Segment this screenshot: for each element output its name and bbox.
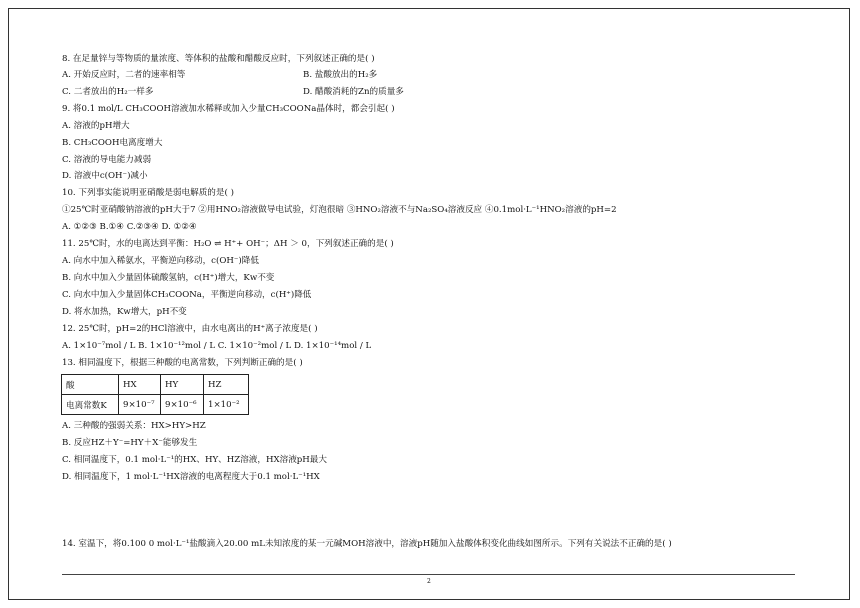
question-14-stem: 14. 室温下，将0.100 0 mol·L⁻¹盐酸滴入20.00 mL未知浓度的某一元碱MOH溶液中，溶液pH随加入盐酸体积变化曲线如图所示。下列有关说法不正确的是( )	[62, 539, 672, 549]
question-13-option-c: C. 相同温度下，0.1 mol·L⁻¹的HX、HY、HZ溶液，HX溶液pH最大	[62, 455, 327, 465]
question-11-option-c: C. 向水中加入少量固体CH₃COONa，平衡逆向移动，c(H⁺)降低	[62, 290, 312, 300]
question-9-option-c: C. 溶液的导电能力减弱	[62, 155, 152, 165]
table-row	[62, 395, 249, 415]
question-10-stem: 10. 下列事实能说明亚硝酸是弱电解质的是( )	[62, 188, 234, 198]
question-11-option-a: A. 向水中加入稀氨水，平衡逆向移动，c(OH⁻)降低	[62, 256, 259, 266]
table-cell: 电离常数K	[62, 395, 119, 415]
table-cell: HX	[119, 375, 161, 395]
question-12-options: A. 1×10⁻⁷mol / L B. 1×10⁻¹²mol / L C. 1×10⁻²mol / L D. 1×10⁻¹⁴mol / L	[62, 341, 372, 351]
question-8-stem: 8. 在足量锌与等物质的量浓度、等体积的盐酸和醋酸反应时，下列叙述正确的是( )	[62, 54, 375, 64]
question-9-option-b: B. CH₃COOH电离度增大	[62, 138, 163, 148]
ionization-constant-table	[61, 374, 249, 415]
question-10-options: A. ①②③ B.①④ C.②③④ D. ①②④	[62, 222, 197, 232]
table-cell: 9×10⁻⁶	[161, 395, 204, 415]
question-9-stem: 9. 将0.1 mol/L CH₃COOH溶液加水稀释或加入少量CH₃COONa晶体时，都会引起( )	[62, 104, 395, 114]
question-9-option-a: A. 溶液的pH增大	[62, 121, 130, 131]
question-11-stem: 11. 25℃时，水的电离达到平衡：H₂O ⇌ H⁺+ OH⁻；ΔH ＞ 0，下列叙述正确的是( )	[62, 239, 394, 249]
question-13-option-a: A. 三种酸的强弱关系：HX>HY>HZ	[62, 421, 206, 431]
question-8-options-row1	[62, 69, 378, 81]
question-13-option-d: D. 相同温度下，1 mol·L⁻¹HX溶液的电离程度大于0.1 mol·L⁻¹HX	[62, 472, 320, 482]
question-13-stem: 13. 相同温度下，根据三种酸的电离常数，下列判断正确的是( )	[62, 358, 303, 368]
question-11-option-b: B. 向水中加入少量固体硫酸氢钠，c(H⁺)增大，Kw不变	[62, 273, 275, 283]
question-10-facts: ①25℃时亚硝酸钠溶液的pH大于7 ②用HNO₂溶液做导电试验，灯泡很暗 ③HNO₂溶液不与Na₂SO₄溶液反应 ④0.1mol·L⁻¹HNO₂溶液的pH=2	[62, 205, 617, 215]
table-cell: HZ	[204, 375, 249, 395]
option-b: B. 盐酸放出的H₂多	[303, 70, 378, 80]
page-number: 2	[427, 578, 431, 585]
table-cell: 9×10⁻⁷	[119, 395, 161, 415]
footer-divider	[62, 574, 795, 575]
table-cell: 1×10⁻²	[204, 395, 249, 415]
question-9-option-d: D. 溶液中c(OH⁻)减小	[62, 171, 148, 181]
question-11-option-d: D. 将水加热，Kw增大，pH不变	[62, 307, 187, 317]
option-d: D. 醋酸消耗的Zn的质量多	[303, 87, 404, 97]
option-c: C. 二者放出的H₂一样多	[62, 87, 154, 97]
question-12-stem: 12. 25℃时，pH=2的HCl溶液中，由水电离出的H⁺离子浓度是( )	[62, 324, 318, 334]
table-header-row	[62, 375, 249, 395]
question-8-options-row2	[62, 86, 404, 98]
table-cell: 酸	[62, 375, 119, 395]
option-a: A. 开始反应时，二者的速率相等	[62, 70, 186, 80]
table-cell: HY	[161, 375, 204, 395]
question-13-option-b: B. 反应HZ＋Y⁻=HY＋X⁻能够发生	[62, 438, 198, 448]
